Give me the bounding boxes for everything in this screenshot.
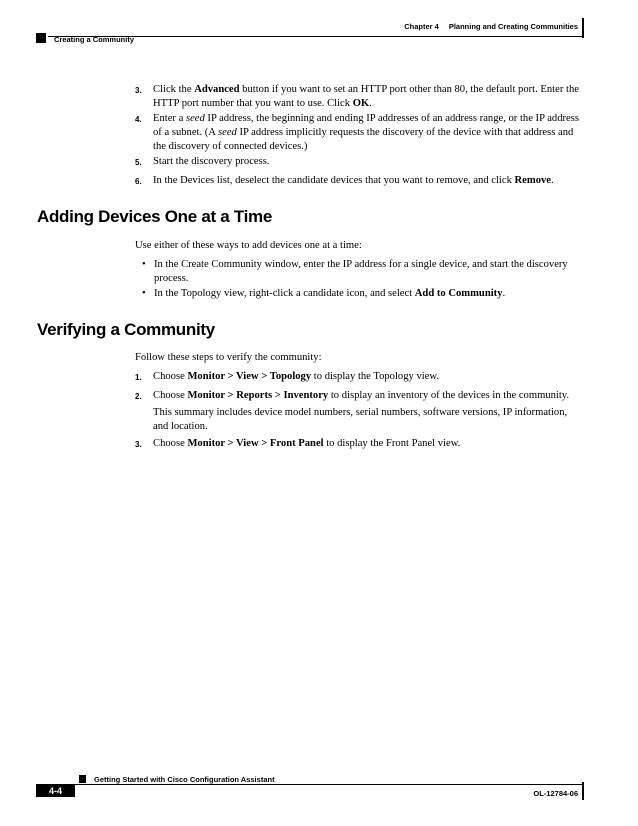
verify-step-1 bbox=[135, 370, 585, 384]
step-4-seed bbox=[135, 112, 585, 154]
footer-rule bbox=[36, 784, 584, 785]
header-rule-vertical bbox=[582, 18, 584, 38]
step-text: Choose Monitor > View > Front Panel to display the Front Panel view. bbox=[153, 438, 461, 449]
step-number: 5. bbox=[135, 158, 142, 167]
running-header-section: Creating a Community bbox=[54, 35, 135, 44]
step-number: 2. bbox=[135, 392, 142, 401]
bullet-icon: • bbox=[142, 259, 146, 270]
verify-step-2 bbox=[135, 389, 585, 403]
bullet-text: In the Topology view, right-click a candidate icon, and select Add to Community. bbox=[154, 288, 506, 299]
page-number: 4-4 bbox=[36, 785, 75, 797]
section-intro: Use either of these ways to add devices one at a time: bbox=[135, 240, 362, 251]
step-number: 6. bbox=[135, 177, 142, 186]
step-6-remove bbox=[135, 174, 585, 188]
step-5-start bbox=[135, 155, 585, 169]
footer-book-title: Getting Started with Cisco Configuration Assistant bbox=[94, 775, 275, 784]
step-text: Start the discovery process. bbox=[153, 156, 270, 167]
inventory-summary-note: This summary includes device model numbers, serial numbers, software versions, IP information, and location. bbox=[153, 407, 568, 432]
verify-step-3 bbox=[135, 437, 585, 451]
step-text: In the Devices list, deselect the candidate devices that you want to remove, and click Remove. bbox=[153, 175, 554, 186]
step-3-advanced bbox=[135, 83, 585, 111]
section-heading-verifying-community: Verifying a Community bbox=[37, 320, 215, 339]
step-text: Choose Monitor > Reports > Inventory to display an inventory of the devices in the community. bbox=[153, 390, 570, 401]
section-intro: Follow these steps to verify the community: bbox=[135, 352, 322, 363]
bullet-icon: • bbox=[142, 288, 146, 299]
footer-rule-vertical bbox=[582, 782, 584, 800]
step-number: 4. bbox=[135, 115, 142, 124]
footer-square-marker bbox=[79, 775, 86, 783]
step-text: Choose Monitor > View > Topology to display the Topology view. bbox=[153, 371, 439, 382]
step-text: Click the Advanced button if you want to set an HTTP port other than 80, the default port. Enter the HTTP port number that you want to use. Click OK. bbox=[153, 84, 579, 109]
header-square-marker bbox=[36, 33, 46, 43]
step-number: 3. bbox=[135, 440, 142, 449]
chapter-label: Chapter 4 bbox=[404, 22, 439, 31]
bullet-item bbox=[135, 287, 585, 301]
step-text: Enter a seed IP address, the beginning and ending IP addresses of an address range, or the IP address of a subnet. (A seed IP address implicitly requests the discovery of the device with that address and the discovery of connected devices.) bbox=[153, 113, 579, 152]
step-number: 1. bbox=[135, 373, 142, 382]
chapter-title: Planning and Creating Communities bbox=[448, 22, 578, 31]
document-number: OL-12784-06 bbox=[533, 789, 578, 798]
step-number: 3. bbox=[135, 86, 142, 95]
bullet-text: In the Create Community window, enter the IP address for a single device, and start the discovery process. bbox=[154, 259, 568, 284]
bullet-item bbox=[135, 258, 585, 286]
running-header-chapter bbox=[404, 22, 578, 31]
section-heading-adding-devices: Adding Devices One at a Time bbox=[37, 207, 273, 226]
